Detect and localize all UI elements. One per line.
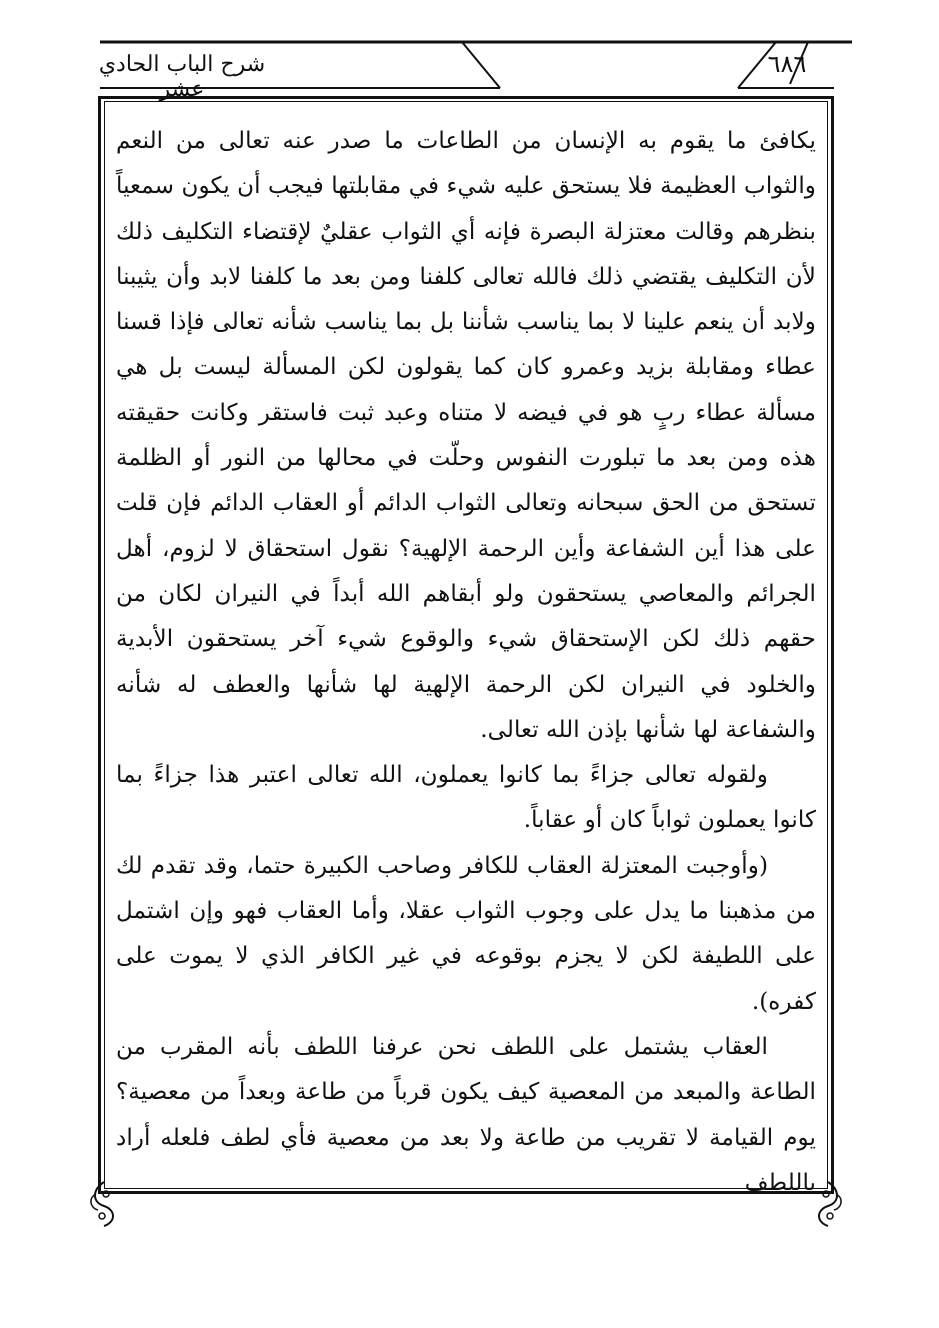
page-body: [116, 118, 816, 1196]
paragraph-1: يكافئ ما يقوم به الإنسان من الطاعات ما صدر عنه تعالى من النعم والثواب العظيمة فلا يستحق عليه شيء في مقابلتها فيجب أن يكون سمعياً بنظرهم وقالت معتزلة البصرة فإنه أي الثواب عقليٌ لإقتضاء التكليف ذلك لأن التكليف يقتضي ذلك فالله تعالى كلفنا ومن بعد ما كلفنا لابد وأن يثيبنا ولابد أن ينعم علينا لا بما يناسب شأننا بل بما يناسب شأنه تعالى فإذا قسنا عطاء ومقابلة بزيد وعمرو كان كما يقولون لكن المسألة ليست بل هي مسألة عطاء ربٍ هو في فيضه لا متناه وعبد ثبت فاستقر وكانت حقيقته هذه ومن بعد ما تبلورت النفوس وحلّت في محالها من النور أو الظلمة تستحق من الحق سبحانه وتعالى الثواب الدائم أو العقاب الدائم فإن قلت على هذا أين الشفاعة وأين الرحمة الإلهية؟ نقول استحقاق لا لزوم، أهل الجرائم والمعاصي يستحقون ولو أبقاهم الله أبداً في النيران لكان من حقهم ذلك لكن الإستحقاق شيء والوقوع شيء آخر يستحقون الأبدية والخلود في النيران لكن الرحمة الإلهية لها شأنها والعطف له شأنه والشفاعة لها شأنها بإذن الله تعالى.: [116, 127, 816, 743]
page-header: [0, 0, 939, 100]
page-number: ٦٨٦: [767, 50, 807, 78]
paragraph-3: (وأوجبت المعتزلة العقاب للكافر وصاحب الكبيرة حتما، وقد تقدم لك من مذهبنا ما يدل على وجوب الثواب عقلا، وأما العقاب فهو وإن اشتمل على اللطيفة لكن لا يجزم بوقوعه في غير الكافر الذي لا يموت على كفره).: [116, 851, 816, 1015]
paragraph-2: ولقوله تعالى جزاءً بما كانوا يعملون، الله تعالى اعتبر هذا جزاءً بما كانوا يعملون ثواباً كان أو عقاباً.: [116, 761, 816, 834]
book-title: شرح الباب الحادي عشر: [98, 52, 266, 102]
paragraph-4: العقاب يشتمل على اللطف نحن عرفنا اللطف بأنه المقرب من الطاعة والمبعد من المعصية كيف يكون قرباً من طاعة وبعداً من معصية؟ يوم القيامة لا تقريب من طاعة ولا بعد من معصية فأي لطف فلعله أراد باللطف: [116, 1032, 816, 1196]
